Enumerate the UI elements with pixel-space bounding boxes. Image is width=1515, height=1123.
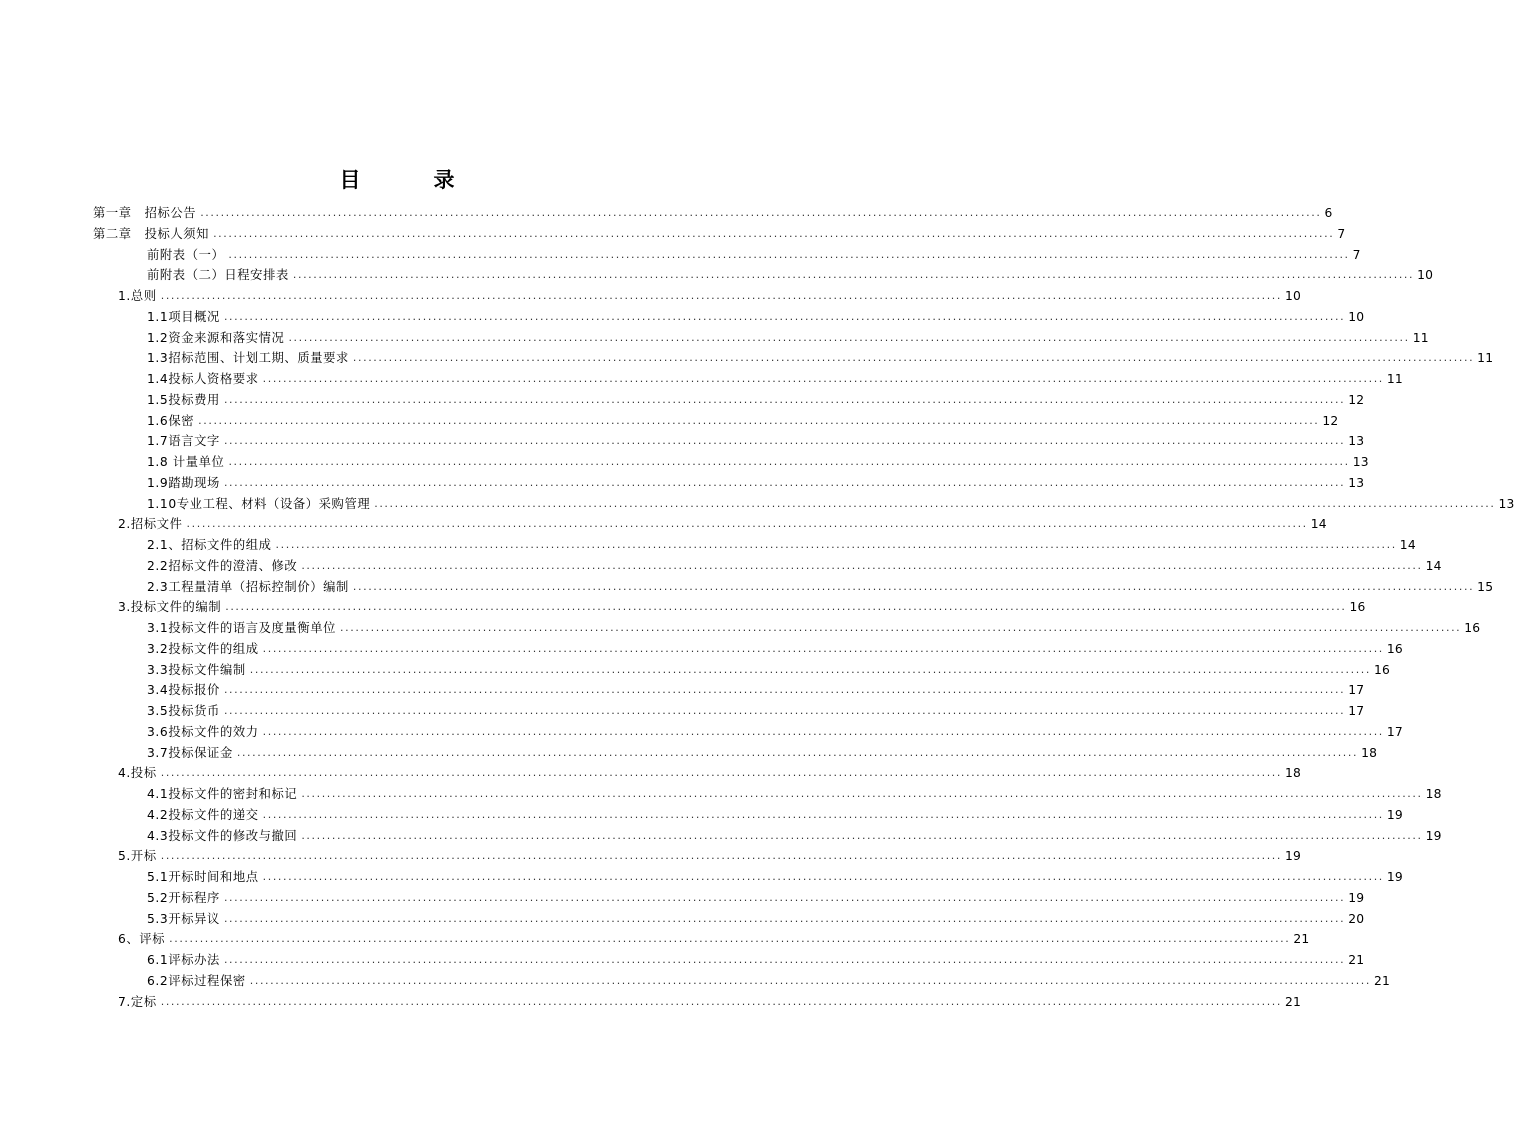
toc-entry-label: 3.投标文件的编制 xyxy=(118,600,222,615)
toc-entry-page-number: 14 xyxy=(1310,517,1327,532)
toc-entry[interactable] xyxy=(118,286,1302,304)
toc-entry-page-number: 17 xyxy=(1386,724,1403,739)
toc-dot-leader: ............................................................................................................................................................................................................................ xyxy=(352,351,1475,365)
toc-dot-leader: ............................................................................................................................................................................................................................ xyxy=(223,911,1346,925)
toc-entry[interactable] xyxy=(147,535,1416,553)
toc-dot-leader: ............................................................................................................................................................................................................................ xyxy=(374,496,1496,510)
toc-entry[interactable] xyxy=(147,805,1403,823)
toc-dot-leader: ............................................................................................................................................................................................................................ xyxy=(198,413,1320,427)
toc-dot-leader: ............................................................................................................................................................................................................................ xyxy=(340,621,1462,634)
toc-dot-leader: ............................................................................................................................................................................................................................ xyxy=(228,247,1350,261)
toc-dot-leader: ............................................................................................................................................................................................................................ xyxy=(223,434,1346,448)
toc-entry[interactable] xyxy=(147,722,1403,740)
toc-entry[interactable] xyxy=(147,784,1442,802)
toc-entry-page-number: 17 xyxy=(1348,683,1365,698)
toc-entry[interactable] xyxy=(147,618,1481,636)
toc-entry-label: 第一章 招标公告 xyxy=(93,206,197,220)
toc-entry-page-number: 7 xyxy=(1337,226,1346,241)
toc-entry-page-number: 19 xyxy=(1425,828,1442,843)
toc-entry-page-number: 19 xyxy=(1386,807,1403,822)
toc-entry-label: 1.8 计量单位 xyxy=(147,455,225,469)
toc-entry-label: 3.2投标文件的组成 xyxy=(147,641,259,656)
toc-entry-label: 5.1开标时间和地点 xyxy=(147,870,259,884)
toc-entry-page-number: 18 xyxy=(1361,745,1378,760)
toc-entry[interactable] xyxy=(147,867,1403,885)
toc-dot-leader: ............................................................................................................................................................................................................................ xyxy=(292,268,1415,282)
toc-entry-label: 第二章 投标人须知 xyxy=(93,226,210,241)
toc-entry[interactable] xyxy=(147,265,1434,283)
toc-dot-leader: ............................................................................................................................................................................................................................ xyxy=(262,641,1384,655)
toc-entry-label: 1.总则 xyxy=(118,289,157,303)
toc-entry[interactable] xyxy=(118,846,1302,864)
toc-entry[interactable] xyxy=(147,431,1365,449)
toc-entry-page-number: 16 xyxy=(1349,600,1366,615)
toc-entry-label: 4.3投标文件的修改与撤回 xyxy=(147,828,298,843)
toc-entry-page-number: 11 xyxy=(1477,351,1494,366)
toc-entry-page-number: 12 xyxy=(1322,413,1339,428)
toc-dot-leader: ............................................................................................................................................................................................................................ xyxy=(352,579,1475,593)
toc-entry-label: 6.1评标办法 xyxy=(147,953,220,967)
toc-entry-label: 6.2评标过程保密 xyxy=(147,973,246,988)
toc-entry-label: 2.招标文件 xyxy=(118,517,183,532)
toc-entry[interactable] xyxy=(118,992,1302,1010)
toc-dot-leader: ............................................................................................................................................................................................................................ xyxy=(249,662,1371,676)
toc-entry[interactable] xyxy=(147,411,1339,429)
toc-entry[interactable] xyxy=(147,328,1429,346)
toc-entry-label: 5.3开标异议 xyxy=(147,911,220,926)
toc-entry-label: 前附表（一） xyxy=(147,247,225,262)
toc-entry[interactable] xyxy=(147,743,1378,761)
toc-dot-leader: ............................................................................................................................................................................................................................ xyxy=(223,953,1346,966)
toc-dot-leader: ............................................................................................................................................................................................................................ xyxy=(228,455,1350,468)
toc-dot-leader: ............................................................................................................................................................................................................................ xyxy=(301,787,1423,800)
toc-entry-label: 1.3招标范围、计划工期、质量要求 xyxy=(147,351,349,366)
toc-entry-label: 1.5投标费用 xyxy=(147,392,220,407)
toc-entry-page-number: 11 xyxy=(1412,330,1429,345)
toc-entry[interactable] xyxy=(147,660,1391,678)
toc-entry-label: 2.3工程量清单（招标控制价）编制 xyxy=(147,579,349,594)
toc-dot-leader: ............................................................................................................................................................................................................................ xyxy=(223,475,1346,489)
toc-dot-leader: ............................................................................................................................................................................................................................ xyxy=(288,330,1410,344)
toc-entry[interactable] xyxy=(147,245,1361,263)
toc-entry[interactable] xyxy=(118,929,1310,947)
toc-dot-leader: ............................................................................................................................................................................................................................ xyxy=(223,683,1346,697)
toc-entry[interactable] xyxy=(147,390,1365,408)
toc-dot-leader: ............................................................................................................................................................................................................................ xyxy=(213,226,1335,240)
toc-dot-leader: ............................................................................................................................................................................................................................ xyxy=(249,973,1371,987)
toc-entry-label: 1.1项目概况 xyxy=(147,309,220,324)
toc-entry[interactable] xyxy=(118,763,1302,781)
toc-dot-leader: ............................................................................................................................................................................................................................ xyxy=(301,828,1423,842)
toc-entry-page-number: 6 xyxy=(1324,206,1333,220)
toc-entry-page-number: 21 xyxy=(1348,953,1365,967)
toc-entry-label: 3.6投标文件的效力 xyxy=(147,724,259,739)
toc-entry[interactable] xyxy=(147,639,1403,657)
toc-dot-leader: ............................................................................................................................................................................................................................ xyxy=(301,558,1423,572)
toc-entry-page-number: 17 xyxy=(1348,704,1365,718)
toc-entry-page-number: 21 xyxy=(1293,932,1310,947)
toc-entry-label: 3.3投标文件编制 xyxy=(147,662,246,677)
toc-entry-page-number: 15 xyxy=(1477,579,1494,594)
toc-entry[interactable] xyxy=(118,514,1327,532)
toc-dot-leader: ............................................................................................................................................................................................................................ xyxy=(200,206,1322,219)
toc-entry-label: 3.1投标文件的语言及度量衡单位 xyxy=(147,621,337,635)
toc-entry[interactable] xyxy=(147,577,1494,595)
toc-entry[interactable] xyxy=(118,597,1366,615)
toc-entry[interactable] xyxy=(147,556,1442,574)
toc-entry-page-number: 13 xyxy=(1352,455,1369,469)
toc-entry[interactable] xyxy=(147,950,1365,968)
toc-entry[interactable] xyxy=(93,224,1346,242)
toc-entry-label: 1.7语言文字 xyxy=(147,434,220,449)
toc-entry-page-number: 13 xyxy=(1498,496,1515,511)
toc-entry-page-number: 10 xyxy=(1284,289,1302,303)
toc-entry-page-number: 13 xyxy=(1348,434,1365,449)
toc-entry-label: 3.5投标货币 xyxy=(147,704,220,718)
toc-title: 目 录 xyxy=(339,167,481,192)
toc-entry[interactable] xyxy=(147,494,1515,512)
toc-entry-label: 4.2投标文件的递交 xyxy=(147,807,259,822)
toc-entry-label: 2.2招标文件的澄清、修改 xyxy=(147,558,298,573)
toc-entry-label: 3.4投标报价 xyxy=(147,683,220,698)
toc-entry-label: 1.10专业工程、材料（设备）采购管理 xyxy=(147,496,371,511)
toc-entry-page-number: 16 xyxy=(1464,621,1481,635)
toc-dot-leader: ............................................................................................................................................................................................................................ xyxy=(223,704,1346,717)
toc-entry-page-number: 14 xyxy=(1425,558,1442,573)
toc-entry-label: 5.开标 xyxy=(118,849,157,864)
toc-dot-leader: ............................................................................................................................................................................................................................ xyxy=(160,994,1282,1008)
toc-entry-label: 4.1投标文件的密封和标记 xyxy=(147,787,298,801)
toc-entry-label: 1.2资金来源和落实情况 xyxy=(147,330,285,345)
toc-entry-page-number: 16 xyxy=(1386,641,1403,656)
toc-entry[interactable] xyxy=(147,909,1365,927)
toc-dot-leader: ............................................................................................................................................................................................................................ xyxy=(160,766,1282,780)
toc-dot-leader: ............................................................................................................................................................................................................................ xyxy=(236,745,1359,759)
toc-entry-page-number: 18 xyxy=(1425,787,1442,801)
toc-dot-leader: ............................................................................................................................................................................................................................ xyxy=(186,517,1308,531)
toc-dot-leader: ............................................................................................................................................................................................................................ xyxy=(223,890,1346,904)
toc-entry-page-number: 10 xyxy=(1348,309,1365,324)
toc-entry-label: 2.1、招标文件的组成 xyxy=(147,538,272,552)
toc-dot-leader: ............................................................................................................................................................................................................................ xyxy=(160,289,1282,302)
toc-entry-page-number: 14 xyxy=(1399,538,1416,552)
toc-entry[interactable] xyxy=(147,473,1365,491)
toc-entry-label: 1.4投标人资格要求 xyxy=(147,372,259,386)
toc-dot-leader: ............................................................................................................................................................................................................................ xyxy=(275,538,1397,551)
toc-dot-leader: ............................................................................................................................................................................................................................ xyxy=(262,372,1384,385)
toc-entry-page-number: 10 xyxy=(1417,268,1434,283)
toc-dot-leader: ............................................................................................................................................................................................................................ xyxy=(223,392,1346,406)
toc-entry-page-number: 19 xyxy=(1386,870,1403,884)
toc-entry-label: 7.定标 xyxy=(118,994,157,1009)
toc-entry-label: 3.7投标保证金 xyxy=(147,745,233,760)
toc-entry-page-number: 21 xyxy=(1374,973,1391,988)
toc-entry[interactable] xyxy=(147,701,1365,719)
toc-dot-leader: ............................................................................................................................................................................................................................ xyxy=(223,309,1346,323)
toc-entry-label: 1.9踏勘现场 xyxy=(147,475,220,490)
toc-entry-page-number: 21 xyxy=(1284,994,1302,1009)
toc-entry[interactable] xyxy=(147,452,1369,470)
toc-entry-label: 6、评标 xyxy=(118,932,166,947)
toc-dot-leader: ............................................................................................................................................................................................................................ xyxy=(262,807,1384,821)
toc-entry[interactable] xyxy=(93,203,1333,221)
toc-entry-label: 5.2开标程序 xyxy=(147,890,220,905)
toc-entry-page-number: 20 xyxy=(1348,911,1365,926)
toc-entry[interactable] xyxy=(147,680,1365,698)
toc-entry-label: 前附表（二）日程安排表 xyxy=(147,268,289,283)
toc-dot-leader: ............................................................................................................................................................................................................................ xyxy=(262,870,1384,883)
toc-entry[interactable] xyxy=(147,826,1442,844)
toc-entry[interactable] xyxy=(147,888,1365,906)
toc-entry-page-number: 16 xyxy=(1374,662,1391,677)
toc-entry-page-number: 19 xyxy=(1284,849,1302,864)
toc-entry[interactable] xyxy=(147,348,1494,366)
toc-entry-page-number: 7 xyxy=(1352,247,1361,262)
toc-entry-label: 1.6保密 xyxy=(147,413,195,428)
toc-entry-page-number: 12 xyxy=(1348,392,1365,407)
toc-entry-page-number: 19 xyxy=(1348,890,1365,905)
toc-entry-label: 4.投标 xyxy=(118,766,157,781)
toc-dot-leader: ............................................................................................................................................................................................................................ xyxy=(169,932,1291,946)
toc-entry[interactable] xyxy=(147,307,1365,325)
toc-entry-page-number: 18 xyxy=(1284,766,1302,781)
toc-dot-leader: ............................................................................................................................................................................................................................ xyxy=(262,724,1384,738)
toc-dot-leader: ............................................................................................................................................................................................................................ xyxy=(225,600,1347,614)
toc-dot-leader: ............................................................................................................................................................................................................................ xyxy=(160,849,1282,863)
toc-entry-page-number: 11 xyxy=(1386,372,1403,386)
toc-entry[interactable] xyxy=(147,971,1391,989)
toc-entry-page-number: 13 xyxy=(1348,475,1365,490)
toc-entry[interactable] xyxy=(147,369,1403,387)
